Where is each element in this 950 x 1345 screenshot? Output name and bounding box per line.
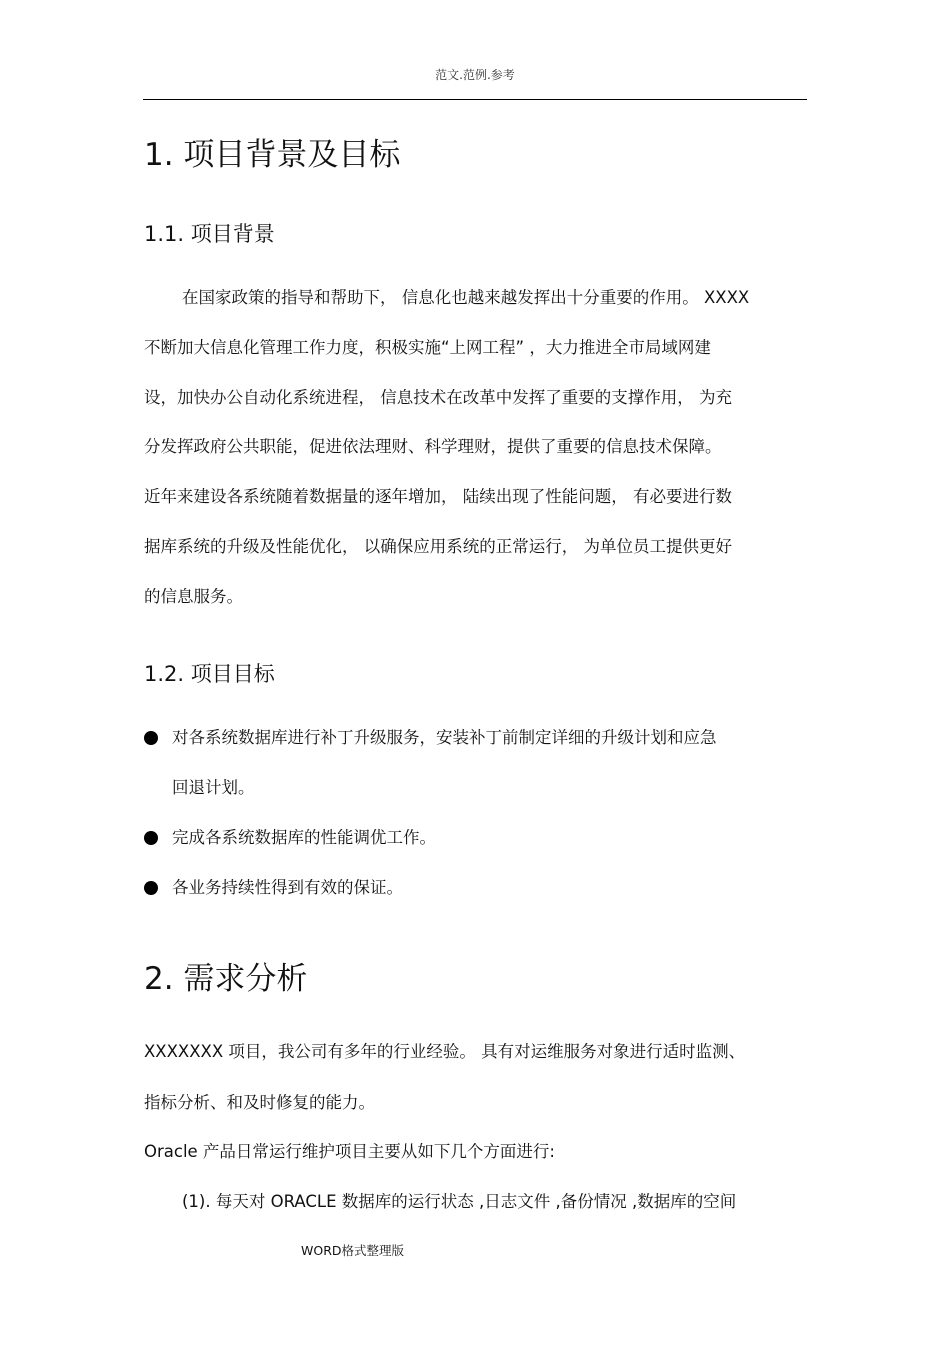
bullet-item-continuation: 回退计划。 — [172, 778, 255, 797]
section-1-title: 1. 项目背景及目标 — [144, 137, 401, 173]
bullet-dot — [144, 881, 158, 895]
section-1-1-title: 1.1. 项目背景 — [144, 222, 275, 246]
page-footer: WORD格式整理版 — [301, 1243, 405, 1258]
bullet-item-text: 各业务持续性得到有效的保证。 — [172, 878, 403, 897]
paragraph-line: 的信息服务。 — [144, 587, 243, 606]
paragraph-line: 近年来建设各系统随着数据量的逐年增加， 陆续出现了性能问题， 有必要进行数 — [144, 487, 732, 506]
page-header: 范文.范例.参考 — [435, 68, 515, 82]
numbered-item-text: (1). 每天对 ORACLE 数据库的运行状态 ,日志文件 ,备份情况 ,数据库的空间 — [182, 1192, 737, 1211]
bullet-item-text: 对各系统数据库进行补丁升级服务，安装补丁前制定详细的升级计划和应急 — [172, 728, 717, 747]
paragraph-line: 设，加快办公自动化系统进程， 信息技术在改革中发挥了重要的支撑作用， 为充 — [144, 388, 732, 407]
section-1-2-title: 1.2. 项目目标 — [144, 662, 275, 686]
paragraph-line: 不断加大信息化管理工作力度，积极实施“上网工程” ，大力推进全市局域网建 — [144, 338, 711, 357]
paragraph-line: 在国家政策的指导和帮助下， 信息化也越来越发挥出十分重要的作用。 XXXX — [182, 288, 750, 307]
header-divider — [143, 99, 807, 100]
bullet-item-text: 完成各系统数据库的性能调优工作。 — [172, 828, 436, 847]
paragraph-line: Oracle 产品日常运行维护项目主要从如下几个方面进行: — [144, 1142, 555, 1161]
paragraph-line: XXXXXXX 项目，我公司有多年的行业经验。 具有对运维服务对象进行适时监测、 — [144, 1042, 746, 1061]
paragraph-line: 据库系统的升级及性能优化， 以确保应用系统的正常运行， 为单位员工提供更好 — [144, 537, 732, 556]
section-2-title: 2. 需求分析 — [144, 961, 308, 997]
paragraph-line: 分发挥政府公共职能，促进依法理财、科学理财，提供了重要的信息技术保障。 — [144, 437, 722, 456]
paragraph-line: 指标分析、和及时修复的能力。 — [144, 1093, 375, 1112]
bullet-dot — [144, 831, 158, 845]
bullet-dot — [144, 731, 158, 745]
